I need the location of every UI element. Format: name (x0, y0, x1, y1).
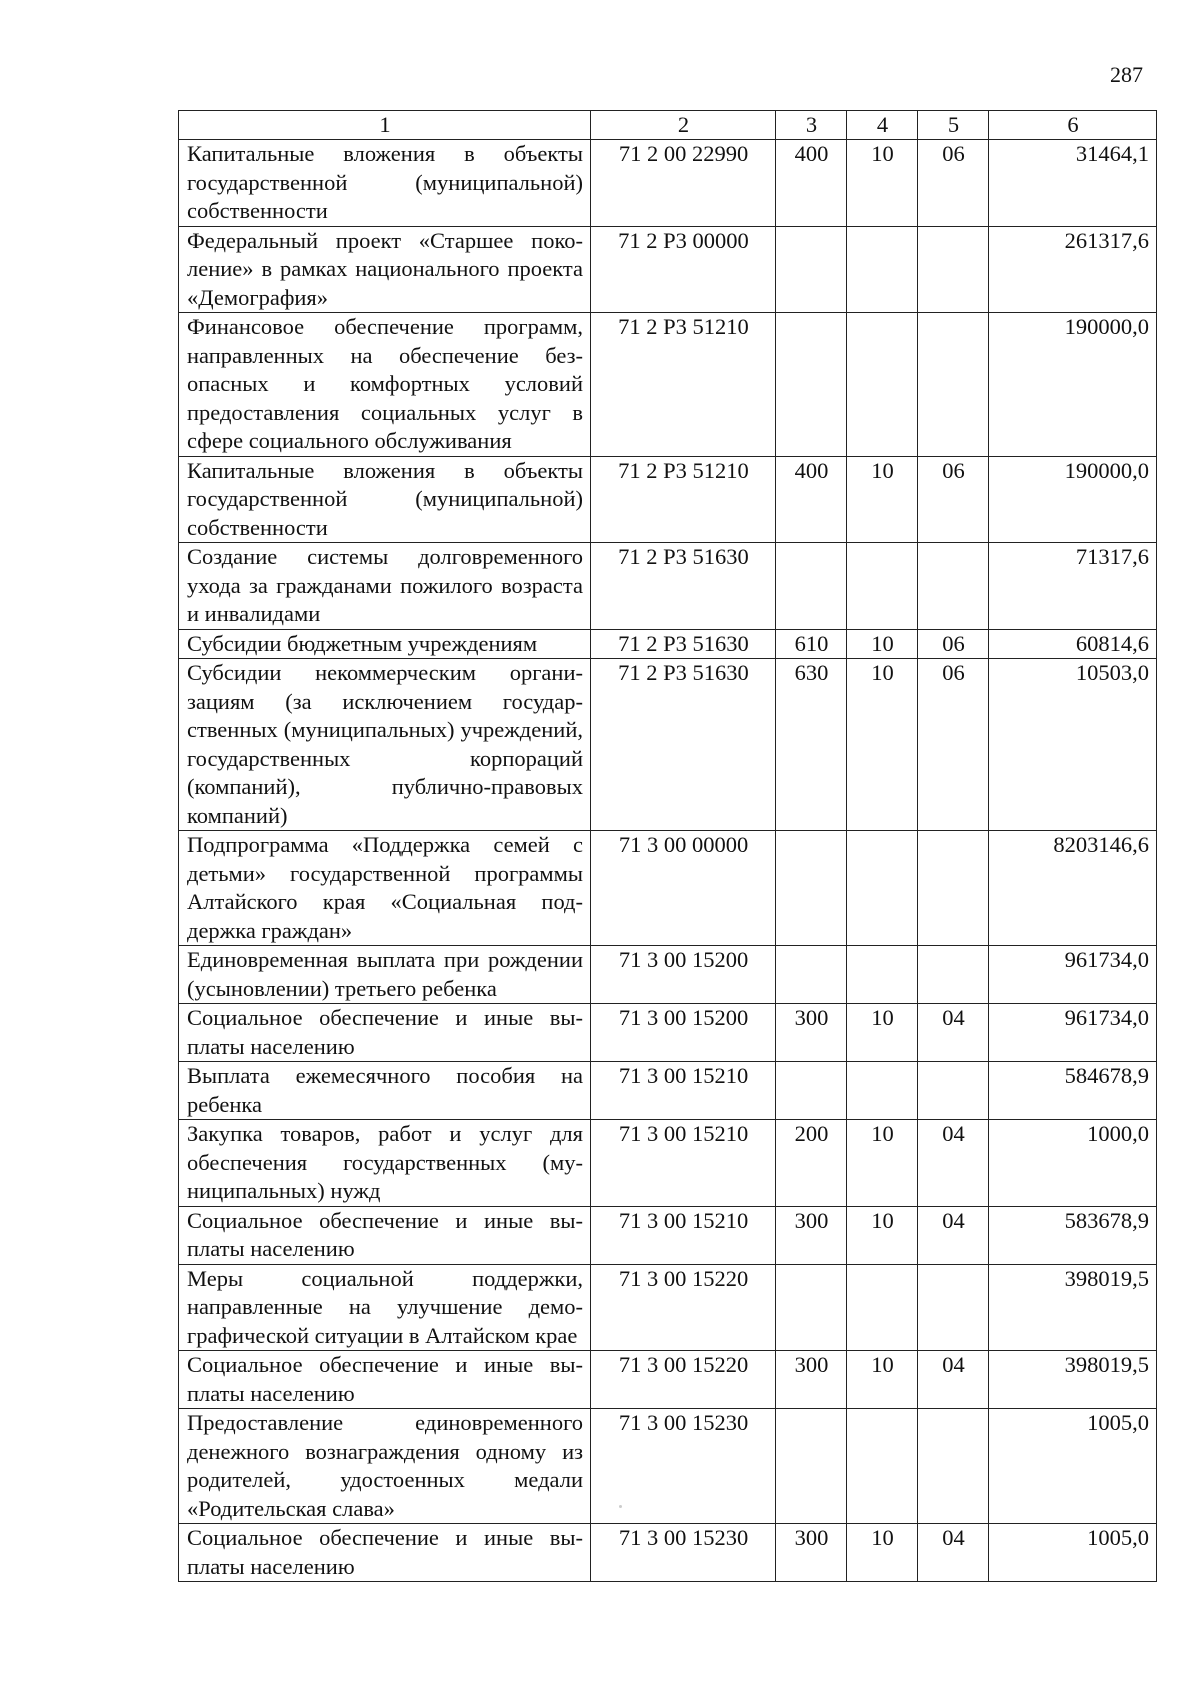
table-row (179, 831, 1157, 946)
row-subsection-cell (918, 226, 989, 313)
row-name-cell: Выплата ежемесячного пособия на ребенка (179, 1062, 591, 1120)
row-section-cell (847, 313, 918, 457)
row-name-cell: Меры социальной поддержки, направленные на улучшение демографической ситуации в Алтайском крае (179, 1264, 591, 1351)
row-subsection-cell (918, 946, 989, 1004)
column-header-4: 4 (847, 111, 918, 140)
row-amount-cell: 961734,0 (989, 1004, 1157, 1062)
scan-speck (619, 1505, 622, 1508)
row-amount-cell: 190000,0 (989, 456, 1157, 543)
row-subsection-cell: 06 (918, 659, 989, 831)
row-section-cell (847, 946, 918, 1004)
row-subsection-cell (918, 1264, 989, 1351)
row-code-cell: 71 3 00 15200 (591, 1004, 776, 1062)
column-header-6: 6 (989, 111, 1157, 140)
row-amount-cell: 190000,0 (989, 313, 1157, 457)
row-amount-cell: 10503,0 (989, 659, 1157, 831)
row-subsection-cell (918, 543, 989, 630)
row-subsection-cell (918, 313, 989, 457)
table-row (179, 946, 1157, 1004)
row-expense-type-cell (776, 226, 847, 313)
row-code-cell: 71 2 P3 00000 (591, 226, 776, 313)
table-row (179, 659, 1157, 831)
row-name-cell: Закупка товаров, работ и услуг для обеспечения государственных (муниципальных) нужд (179, 1120, 591, 1207)
row-subsection-cell: 06 (918, 456, 989, 543)
table-row (179, 629, 1157, 659)
row-code-cell: 71 3 00 15220 (591, 1264, 776, 1351)
row-name-cell: Социальное обеспечение и иные выплаты населению (179, 1206, 591, 1264)
row-expense-type-cell (776, 1062, 847, 1120)
table-row (179, 140, 1157, 227)
row-code-cell: 71 2 P3 51630 (591, 659, 776, 831)
row-name-cell: Капитальные вложения в объекты государственной (муниципальной) собственности (179, 456, 591, 543)
row-code-cell: 71 3 00 15230 (591, 1409, 776, 1524)
table-row (179, 1409, 1157, 1524)
row-section-cell: 10 (847, 456, 918, 543)
row-code-cell: 71 3 00 15210 (591, 1062, 776, 1120)
row-expense-type-cell: 300 (776, 1004, 847, 1062)
row-subsection-cell: 06 (918, 140, 989, 227)
row-section-cell: 10 (847, 1206, 918, 1264)
row-amount-cell: 1005,0 (989, 1409, 1157, 1524)
row-expense-type-cell (776, 946, 847, 1004)
row-expense-type-cell: 200 (776, 1120, 847, 1207)
row-amount-cell: 261317,6 (989, 226, 1157, 313)
row-amount-cell: 583678,9 (989, 1206, 1157, 1264)
table-row (179, 543, 1157, 630)
row-section-cell (847, 543, 918, 630)
row-expense-type-cell: 400 (776, 140, 847, 227)
row-name-cell: Создание системы долговременного ухода за гражданами пожилого возраста и инвалидами (179, 543, 591, 630)
row-amount-cell: 1000,0 (989, 1120, 1157, 1207)
row-section-cell (847, 1409, 918, 1524)
row-subsection-cell: 04 (918, 1351, 989, 1409)
row-section-cell: 10 (847, 140, 918, 227)
row-code-cell: 71 3 00 00000 (591, 831, 776, 946)
row-name-cell: Федеральный проект «Старшее поколение» в рамках национального проекта «Демография» (179, 226, 591, 313)
row-subsection-cell: 06 (918, 629, 989, 659)
row-subsection-cell (918, 831, 989, 946)
row-name-cell: Социальное обеспечение и иные выплаты населению (179, 1524, 591, 1582)
row-amount-cell: 961734,0 (989, 946, 1157, 1004)
row-section-cell: 10 (847, 1524, 918, 1582)
row-section-cell: 10 (847, 1004, 918, 1062)
column-header-3: 3 (776, 111, 847, 140)
row-section-cell (847, 831, 918, 946)
row-expense-type-cell: 630 (776, 659, 847, 831)
row-section-cell (847, 1062, 918, 1120)
row-expense-type-cell (776, 1409, 847, 1524)
table-row (179, 1004, 1157, 1062)
row-code-cell: 71 3 00 15210 (591, 1120, 776, 1207)
row-subsection-cell (918, 1409, 989, 1524)
table-row (179, 226, 1157, 313)
table-row (179, 1351, 1157, 1409)
row-name-cell: Финансовое обеспечение программ, направленных на обеспечение безопасных и комфортных условий предоставления социальных услуг в сфере социального обслуживания (179, 313, 591, 457)
row-amount-cell: 31464,1 (989, 140, 1157, 227)
row-expense-type-cell (776, 831, 847, 946)
row-code-cell: 71 3 00 15220 (591, 1351, 776, 1409)
row-amount-cell: 584678,9 (989, 1062, 1157, 1120)
row-amount-cell: 1005,0 (989, 1524, 1157, 1582)
column-header-5: 5 (918, 111, 989, 140)
row-name-cell: Подпрограмма «Поддержка семей с детьми» государственной программы Алтайского края «Социальная поддержка граждан» (179, 831, 591, 946)
row-amount-cell: 60814,6 (989, 629, 1157, 659)
row-code-cell: 71 3 00 15210 (591, 1206, 776, 1264)
row-name-cell: Единовременная выплата при рождении (усыновлении) третьего ребенка (179, 946, 591, 1004)
row-code-cell: 71 2 00 22990 (591, 140, 776, 227)
row-amount-cell: 8203146,6 (989, 831, 1157, 946)
row-name-cell: Предоставление единовременного денежного вознаграждения одному из родителей, удостоенных медали «Родительская слава» (179, 1409, 591, 1524)
row-section-cell: 10 (847, 659, 918, 831)
row-subsection-cell: 04 (918, 1004, 989, 1062)
row-expense-type-cell (776, 543, 847, 630)
row-code-cell: 71 3 00 15230 (591, 1524, 776, 1582)
row-code-cell: 71 2 P3 51210 (591, 456, 776, 543)
row-expense-type-cell (776, 313, 847, 457)
row-section-cell (847, 226, 918, 313)
row-amount-cell: 398019,5 (989, 1264, 1157, 1351)
row-name-cell: Субсидии некоммерческим организациям (за исключением государственных (муниципальных) учреждений, государственных корпораций (компаний), публично-правовых компаний) (179, 659, 591, 831)
column-header-2: 2 (591, 111, 776, 140)
row-section-cell: 10 (847, 1120, 918, 1207)
row-expense-type-cell: 610 (776, 629, 847, 659)
page-number: 287 (1110, 62, 1143, 87)
row-amount-cell: 398019,5 (989, 1351, 1157, 1409)
row-expense-type-cell: 300 (776, 1351, 847, 1409)
row-code-cell: 71 2 P3 51210 (591, 313, 776, 457)
row-expense-type-cell (776, 1264, 847, 1351)
row-expense-type-cell: 400 (776, 456, 847, 543)
table-row (179, 1062, 1157, 1120)
row-subsection-cell: 04 (918, 1120, 989, 1207)
row-code-cell: 71 3 00 15200 (591, 946, 776, 1004)
row-subsection-cell: 04 (918, 1206, 989, 1264)
table-row (179, 1264, 1157, 1351)
row-section-cell (847, 1264, 918, 1351)
budget-table (178, 110, 1157, 1582)
row-name-cell: Социальное обеспечение и иные выплаты населению (179, 1351, 591, 1409)
row-name-cell: Капитальные вложения в объекты государственной (муниципальной) собственности (179, 140, 591, 227)
table-row (179, 456, 1157, 543)
table-row (179, 1524, 1157, 1582)
row-subsection-cell: 04 (918, 1524, 989, 1582)
row-code-cell: 71 2 P3 51630 (591, 543, 776, 630)
row-amount-cell: 71317,6 (989, 543, 1157, 630)
column-header-1: 1 (179, 111, 591, 140)
row-expense-type-cell: 300 (776, 1524, 847, 1582)
table-row (179, 1120, 1157, 1207)
row-expense-type-cell: 300 (776, 1206, 847, 1264)
row-code-cell: 71 2 P3 51630 (591, 629, 776, 659)
table-body (179, 140, 1157, 1582)
row-name-cell: Социальное обеспечение и иные выплаты населению (179, 1004, 591, 1062)
table-header-row (179, 111, 1157, 140)
row-section-cell: 10 (847, 1351, 918, 1409)
table-row (179, 1206, 1157, 1264)
row-subsection-cell (918, 1062, 989, 1120)
table-row (179, 313, 1157, 457)
row-section-cell: 10 (847, 629, 918, 659)
row-name-cell: Субсидии бюджетным учреждениям (179, 629, 591, 659)
